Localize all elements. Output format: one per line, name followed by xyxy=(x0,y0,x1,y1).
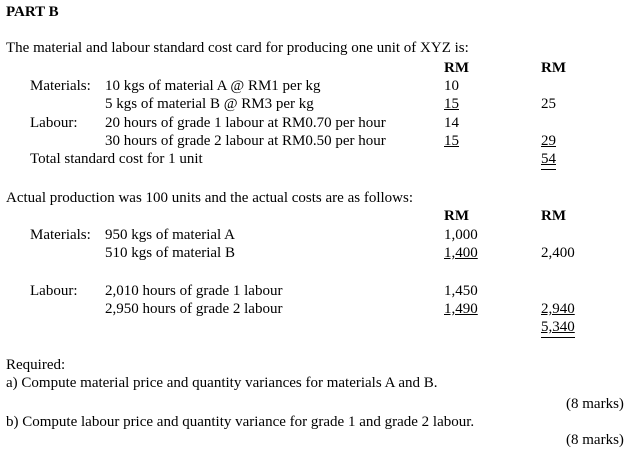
std-mat-a-val: 10 xyxy=(444,78,459,94)
act-mat-a-val: 1,000 xyxy=(444,227,478,243)
std-materials-total: 25 xyxy=(541,96,556,112)
act-grand-total: 5,340 xyxy=(541,319,575,338)
act-col1-header: RM xyxy=(444,208,469,224)
std-lab-2-desc: 30 hours of grade 2 labour at RM0.50 per hour xyxy=(105,133,386,149)
act-lab-1-desc: 2,010 hours of grade 1 labour xyxy=(105,283,283,299)
act-labour-total: 2,940 xyxy=(541,301,575,317)
act-lab-2-val: 1,490 xyxy=(444,301,478,317)
question-b: b) Compute labour price and quantity variance for grade 1 and grade 2 labour. xyxy=(6,414,475,430)
act-mat-b-desc: 510 kgs of material B xyxy=(105,245,235,261)
std-total-label: Total standard cost for 1 unit xyxy=(30,151,203,167)
std-mat-b-desc: 5 kgs of material B @ RM3 per kg xyxy=(105,96,314,112)
std-mat-b-val: 15 xyxy=(444,96,459,112)
act-materials-total: 2,400 xyxy=(541,245,575,261)
std-col1-header: RM xyxy=(444,60,469,76)
part-heading: PART B xyxy=(6,4,59,20)
std-mat-a-desc: 10 kgs of material A @ RM1 per kg xyxy=(105,78,321,94)
act-col2-header: RM xyxy=(541,208,566,224)
question-a: a) Compute material price and quantity variances for materials A and B. xyxy=(6,375,438,391)
std-materials-label: Materials: xyxy=(30,78,91,94)
std-lab-2-val: 15 xyxy=(444,133,459,149)
act-mat-b-val: 1,400 xyxy=(444,245,478,261)
act-lab-2-desc: 2,950 hours of grade 2 labour xyxy=(105,301,283,317)
actual-intro: Actual production was 100 units and the actual costs are as follows: xyxy=(6,190,413,206)
std-lab-1-desc: 20 hours of grade 1 labour at RM0.70 per hour xyxy=(105,115,386,131)
intro-text: The material and labour standard cost card for producing one unit of XYZ is: xyxy=(6,40,469,56)
act-lab-1-val: 1,450 xyxy=(444,283,478,299)
act-mat-a-desc: 950 kgs of material A xyxy=(105,227,235,243)
question-a-marks: (8 marks) xyxy=(566,396,624,412)
act-labour-label: Labour: xyxy=(30,283,78,299)
required-label: Required: xyxy=(6,357,66,373)
std-col2-header: RM xyxy=(541,60,566,76)
question-b-marks: (8 marks) xyxy=(566,432,624,448)
std-total-val: 54 xyxy=(541,151,556,170)
act-materials-label: Materials: xyxy=(30,227,91,243)
std-labour-label: Labour: xyxy=(30,115,78,131)
std-lab-1-val: 14 xyxy=(444,115,459,131)
std-labour-total: 29 xyxy=(541,133,556,149)
